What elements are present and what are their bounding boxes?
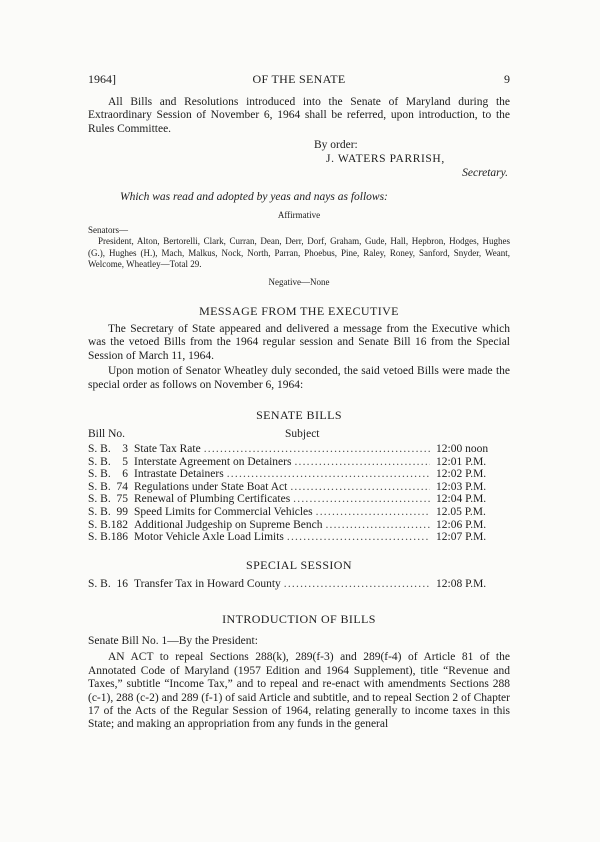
bill-subject-cell: [134, 493, 430, 506]
bill-subject-cell: [134, 578, 430, 591]
bill-prefix: S. B.: [88, 493, 111, 506]
special-session-table: [88, 578, 510, 591]
bill-prefix: S. B.: [88, 455, 111, 468]
bill-time: 12:08 P.M.: [436, 577, 487, 590]
dot-leader: [325, 519, 430, 532]
signature-title: Secretary.: [462, 167, 508, 180]
table-row: [88, 506, 510, 519]
dot-leader: [284, 578, 430, 591]
bill-number: 186: [110, 531, 128, 544]
bill-number: 6: [122, 468, 128, 481]
subject-header: Subject: [285, 428, 320, 441]
signature-name: J. WATERS PARRISH,: [326, 153, 445, 166]
table-row: [88, 456, 510, 469]
page-number: 9: [504, 72, 510, 86]
bill-subject: Transfer Tax in Howard County: [134, 577, 281, 590]
bill-time: 12.05 P.M.: [436, 506, 486, 518]
affirmative-label: Affirmative: [277, 210, 321, 221]
bill-subject-cell: [134, 468, 430, 481]
senators-list: President, Alton, Bertorelli, Clark, Curran, Dean, Derr, Dorf, Graham, Gude, Hall, Hepbron, Hodges, Hughes (G.), Hughes (H.), Mach, Malkus, Nock, North, Parran, Phoebus, Pine, Raley, Roney, Sanford, Snyder, Weant, Welcome, Wheatley—Total 29.: [88, 236, 510, 270]
introduction-heading: INTRODUCTION OF BILLS: [222, 612, 376, 627]
bill-time: 12:02 P.M.: [436, 468, 487, 481]
intro-paragraph: All Bills and Resolutions introduced into the Senate of Maryland during the Extraordinary Session of November 6, 1964 shall be referred, upon introduction, to the Rules Committee.: [88, 96, 510, 135]
act-text: AN ACT to repeal Sections 288(k), 289(f-3) and 289(f-4) of Article 81 of the Annotated Code of Maryland (1957 Edition and 1964 Supplement), title “Revenue and Taxes,” subtitle “Income Tax,” and to repeal and re-enact with amendments Sections 288 (c-1), 288 (c-2) and 289 (f-1) of said Article and subtitle, and to repeal Section 2 of Chapter 17 of the Acts of the Regular Session of 1964, relating generally to income taxes in this State; and making an appropriation from any funds in the general: [88, 651, 510, 731]
bill-prefix: S. B.: [88, 577, 111, 590]
header-year: 1964]: [88, 72, 116, 86]
bill-subject: State Tax Rate: [134, 443, 201, 456]
bill-subject-cell: [134, 443, 430, 456]
table-row: [88, 578, 510, 591]
senate-bills-heading: SENATE BILLS: [256, 408, 342, 423]
bill-number: 5: [122, 455, 128, 468]
bill-number: 74: [116, 480, 128, 493]
table-row: [88, 443, 510, 456]
senators-label: Senators—: [88, 225, 128, 236]
bill-number: 75: [116, 493, 128, 506]
introduction-line: Senate Bill No. 1—By the President:: [88, 635, 258, 648]
document-page: [88, 72, 510, 732]
senate-bills-table: [88, 443, 510, 544]
dot-leader: [287, 531, 430, 544]
bill-subject-cell: [134, 506, 430, 519]
by-order: By order:: [314, 139, 358, 152]
special-session-heading: SPECIAL SESSION: [246, 557, 352, 572]
bill-prefix: S. B.: [88, 480, 111, 493]
bill-time: 12:03 P.M.: [436, 480, 487, 493]
dot-leader: [204, 443, 430, 456]
bill-subject: Regulations under State Boat Act: [134, 480, 288, 493]
bill-subject: Speed Limits for Commercial Vehicles: [134, 506, 313, 518]
table-row: [88, 531, 510, 544]
running-header: [88, 72, 510, 90]
bill-subject-cell: [134, 456, 430, 469]
message-paragraph: The Secretary of State appeared and delivered a message from the Executive which was the vetoed Bills from the 1964 regular session and Senate Bill 16 from the Special Session of March 11, 1964.: [88, 323, 510, 362]
bill-subject-cell: [134, 481, 430, 494]
bill-time: 12:00 noon: [436, 443, 489, 456]
dot-leader: [316, 506, 430, 519]
dot-leader: [290, 481, 430, 494]
bill-number: 99: [116, 506, 128, 518]
table-row: [88, 468, 510, 481]
message-paragraph: Upon motion of Senator Wheatley duly seconded, the said vetoed Bills were made the special order as follows on November 6, 1964:: [88, 365, 510, 391]
bill-subject: Motor Vehicle Axle Load Limits: [134, 531, 284, 544]
vote-intro: Which was read and adopted by yeas and nays as follows:: [120, 191, 388, 204]
bill-number: 3: [122, 443, 128, 456]
bill-subject-cell: [134, 531, 430, 544]
header-title: OF THE SENATE: [252, 72, 346, 86]
negative-label: Negative—None: [268, 277, 330, 287]
bill-time: 12:07 P.M.: [436, 531, 487, 544]
bill-subject: Interstate Agreement on Detainers: [134, 455, 292, 468]
bill-no-header: Bill No.: [88, 428, 126, 441]
bill-subject: Intrastate Detainers: [134, 468, 224, 481]
bill-subject-cell: [134, 519, 430, 532]
bill-prefix: S. B.: [88, 531, 111, 544]
dot-leader: [294, 456, 430, 469]
table-row: [88, 481, 510, 494]
bill-number: 182: [110, 518, 128, 531]
bill-subject: Additional Judgeship on Supreme Bench: [134, 518, 323, 531]
dot-leader: [227, 468, 430, 481]
table-row: [88, 493, 510, 506]
message-heading: MESSAGE FROM THE EXECUTIVE: [199, 304, 399, 318]
bill-prefix: S. B.: [88, 506, 111, 518]
bill-prefix: S. B.: [88, 518, 111, 531]
bills-column-header: [88, 428, 510, 443]
bill-prefix: S. B.: [88, 443, 111, 456]
bill-number: 16: [116, 577, 128, 590]
bill-time: 12:01 P.M.: [436, 455, 487, 468]
bill-subject: Renewal of Plumbing Certificates: [134, 493, 291, 506]
bill-prefix: S. B.: [88, 468, 111, 481]
bill-time: 12:04 P.M.: [436, 493, 487, 506]
bill-time: 12:06 P.M.: [436, 518, 487, 531]
dot-leader: [293, 493, 430, 506]
table-row: [88, 519, 510, 532]
